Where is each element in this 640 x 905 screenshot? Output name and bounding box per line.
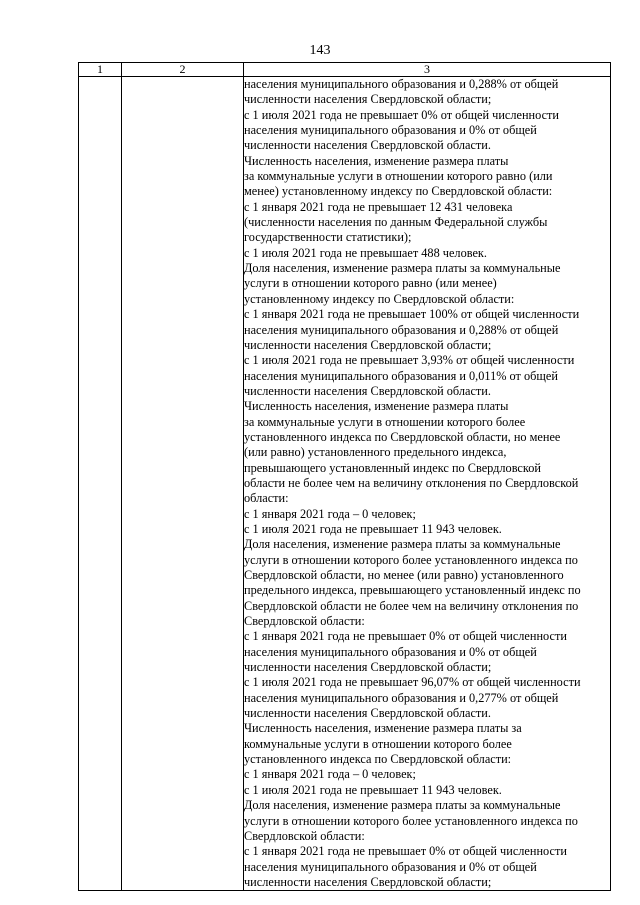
text-line: численности населения Свердловской области. xyxy=(244,138,491,153)
text-line: с 1 января 2021 года не превышает 100% от общей численности xyxy=(244,307,580,322)
table-cell-col1 xyxy=(79,77,122,891)
text-line: с 1 июля 2021 года не превышает 0% от общей численности xyxy=(244,107,560,122)
text-line: с 1 января 2021 года не превышает 12 431 человека xyxy=(244,199,513,214)
document-table xyxy=(78,62,611,891)
column-header-1: 1 xyxy=(79,63,122,77)
text-line: услуги в отношении которого равно (или менее) xyxy=(244,276,497,291)
text-line: области: xyxy=(244,491,289,506)
text-line: с 1 июля 2021 года не превышает 11 943 человек. xyxy=(244,782,502,797)
text-line: Доля населения, изменение размера платы за коммунальные xyxy=(244,798,561,813)
text-line: услуги в отношении которого более установленного индекса по xyxy=(244,813,578,828)
text-line: численности населения Свердловской области; xyxy=(244,337,492,352)
text-line: численности населения Свердловской области; xyxy=(244,874,492,889)
text-line: установленного индекса по Свердловской области: xyxy=(244,752,512,767)
table-header-row xyxy=(79,63,611,77)
page-number: 143 xyxy=(309,43,331,58)
text-line: области не более чем на величину отклонения по Свердловской xyxy=(244,475,579,490)
text-line: с 1 июля 2021 года не превышает 3,93% от общей численности xyxy=(244,353,575,368)
text-line: Доля населения, изменение размера платы за коммунальные xyxy=(244,537,561,552)
text-line: населения муниципального образования и 0,288% от общей xyxy=(244,322,559,337)
text-line: за коммунальные услуги в отношении которого равно (или xyxy=(244,169,553,184)
text-line: с 1 июля 2021 года не превышает 96,07% от общей численности xyxy=(244,675,581,690)
text-line: (или равно) установленного предельного индекса, xyxy=(244,445,507,460)
table-row xyxy=(79,77,611,891)
text-line: Свердловской области, но менее (или равно) установленного xyxy=(244,568,564,582)
text-line: численности населения Свердловской области; xyxy=(244,92,492,107)
text-line: населения муниципального образования и 0% от общей xyxy=(244,123,537,138)
text-line: услуги в отношении которого более установленного индекса по xyxy=(244,552,578,567)
table-cell-col3 xyxy=(244,77,611,891)
text-line: населения муниципального образования и 0,277% от общей xyxy=(244,690,559,705)
text-line: численности населения Свердловской области; xyxy=(244,660,492,675)
text-line: численности населения Свердловской области. xyxy=(244,706,491,721)
text-line: населения муниципального образования и 0% от общей xyxy=(244,644,537,659)
column-header-2: 2 xyxy=(122,63,244,77)
text-line: населения муниципального образования и 0,011% от общей xyxy=(244,368,558,383)
text-line: населения муниципального образования и 0,288% от общей xyxy=(244,77,559,91)
text-line: установленного индекса по Свердловской области, но менее xyxy=(244,429,561,444)
text-line: с 1 января 2021 года не превышает 0% от общей численности xyxy=(244,844,567,859)
column-header-3: 3 xyxy=(244,63,611,77)
text-line: установленному индексу по Свердловской области: xyxy=(244,291,515,306)
text-line: Численность населения, изменение размера платы xyxy=(244,399,509,414)
text-line: населения муниципального образования и 0% от общей xyxy=(244,859,537,874)
text-line: (численности населения по данным Федеральной службы xyxy=(244,215,548,230)
text-line: Свердловской области не более чем на величину отклонения по xyxy=(244,598,579,613)
text-line: с 1 января 2021 года не превышает 0% от общей численности xyxy=(244,629,567,644)
text-line: менее) установленному индексу по Свердловской области: xyxy=(244,184,553,199)
text-line: коммунальные услуги в отношении которого более xyxy=(244,736,512,751)
text-line: превышающего установленный индекс по Свердловской xyxy=(244,460,541,475)
text-line: Численность населения, изменение размера платы за xyxy=(244,721,522,736)
text-line: Доля населения, изменение размера платы за коммунальные xyxy=(244,261,561,276)
text-line: численности населения Свердловской области. xyxy=(244,383,491,398)
text-line: за коммунальные услуги в отношении которого более xyxy=(244,414,526,429)
text-line: с 1 июля 2021 года не превышает 488 человек. xyxy=(244,245,487,260)
text-line: с 1 июля 2021 года не превышает 11 943 человек. xyxy=(244,521,502,536)
text-line: государственности статистики); xyxy=(244,230,412,245)
text-line: с 1 января 2021 года – 0 человек; xyxy=(244,767,416,782)
text-line: предельного индекса, превышающего установленный индекс по xyxy=(244,583,581,598)
text-line: Численность населения, изменение размера платы xyxy=(244,153,509,168)
text-line: Свердловской области: xyxy=(244,614,365,629)
table-cell-col2 xyxy=(122,77,244,891)
text-line: с 1 января 2021 года – 0 человек; xyxy=(244,506,416,521)
text-line: Свердловской области: xyxy=(244,828,365,843)
